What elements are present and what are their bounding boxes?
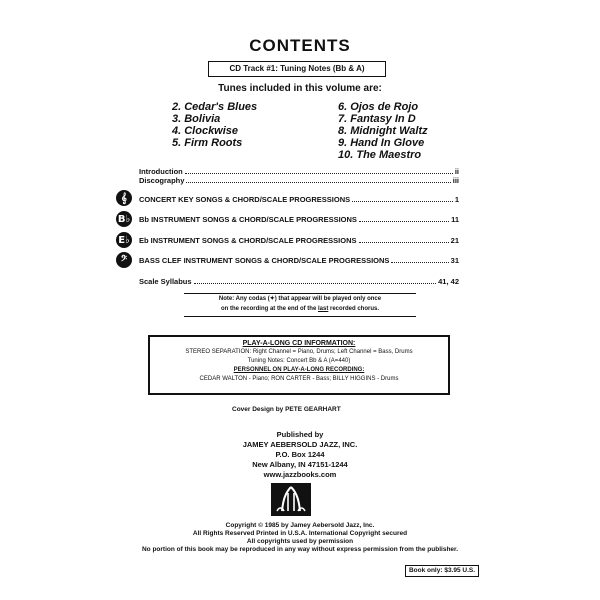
published-by: Published by <box>276 430 324 439</box>
cd-info-box <box>148 335 450 395</box>
tune-list-left <box>172 101 257 149</box>
rights-line: All Rights Reserved Printed in U.S.A. International Copyright secured <box>192 530 408 537</box>
price-box: Book only: $3.95 U.S. <box>405 565 479 577</box>
toc-page: 1 <box>454 195 459 204</box>
tune-item: 8. Midnight Waltz <box>338 125 428 137</box>
note-line-1: Note: Any codas (✦) that appear will be played only once <box>218 296 382 302</box>
cd-track-box: CD Track #1: Tuning Notes (Bb & A) <box>208 61 386 77</box>
toc-label: Discography <box>139 176 185 185</box>
toc-introduction <box>139 167 459 176</box>
tune-item: 10. The Maestro <box>338 149 422 161</box>
tune-item: 3. Bolivia <box>172 113 221 125</box>
toc-page: iii <box>452 176 459 185</box>
publisher-block <box>200 430 400 480</box>
bass-clef-icon: 𝄢 <box>116 252 132 268</box>
tune-item: 2. Cedar's Blues <box>172 101 258 113</box>
personnel-heading: PERSONNEL ON PLAY-A-LONG RECORDING: <box>233 367 365 373</box>
personnel: CEDAR WALTON - Piano; RON CARTER - Bass; BILLY HIGGINS - Drums <box>199 376 399 382</box>
tune-item: 5. Firm Roots <box>172 137 243 149</box>
tune-item: 7. Fantasy In D <box>338 113 416 125</box>
permissions-line: All copyrights used by permission <box>246 538 354 545</box>
coda-note <box>184 293 416 317</box>
tunes-heading: Tunes included in this volume are: <box>218 83 382 94</box>
stereo-separation: STEREO SEPARATION: Right Channel = Piano, Drums; Left Channel = Bass, Drums <box>185 349 413 355</box>
cover-design: Cover Design by PETE GEARHART <box>232 406 341 413</box>
treble-clef-icon: 𝄞 <box>116 190 132 206</box>
cd-info-heading: PLAY-A-LONG CD INFORMATION: <box>242 340 356 347</box>
copyright-line: Copyright © 1985 by Jamey Aebersold Jazz, Inc. <box>225 522 375 529</box>
note-line-2: on the recording at the end of the last recorded chorus. <box>220 306 380 312</box>
b-flat-icon: B♭ <box>116 211 132 227</box>
publisher-box: P.O. Box 1244 <box>275 450 325 459</box>
publisher-name: JAMEY AEBERSOLD JAZZ, INC. <box>242 440 358 449</box>
e-flat-icon: E♭ <box>116 232 132 248</box>
tuning-notes: Tuning Notes: Concert Bb & A (A=440) <box>247 358 351 364</box>
toc-discography <box>139 176 459 185</box>
toc-label: Scale Syllabus <box>139 277 192 286</box>
toc-concert <box>139 195 459 204</box>
toc-bass <box>139 256 459 265</box>
tune-item: 6. Ojos de Rojo <box>338 101 419 113</box>
tune-item: 9. Hand In Glove <box>338 137 425 149</box>
toc-page: ii <box>454 167 459 176</box>
publisher-web: www.jazzbooks.com <box>263 470 337 479</box>
reproduction-notice: No portion of this book may be reproduced in any way without express permission from the publisher. <box>141 546 459 553</box>
toc-label: Eb INSTRUMENT SONGS & CHORD/SCALE PROGRESSIONS <box>139 236 357 245</box>
publisher-logo-icon <box>271 483 311 516</box>
toc-label: Bb INSTRUMENT SONGS & CHORD/SCALE PROGRESSIONS <box>139 215 357 224</box>
toc-eb <box>139 236 459 245</box>
publisher-city: New Albany, IN 47151-1244 <box>252 460 348 469</box>
toc-page: 11 <box>451 215 459 224</box>
toc-page: 31 <box>450 256 459 265</box>
tune-item: 4. Clockwise <box>172 125 239 137</box>
toc-page: 21 <box>450 236 459 245</box>
toc-label: Introduction <box>139 167 183 176</box>
copyright-block <box>100 522 500 546</box>
toc-syllabus <box>139 277 459 286</box>
toc-bb <box>139 215 459 224</box>
toc-label: CONCERT KEY SONGS & CHORD/SCALE PROGRESSIONS <box>139 195 351 204</box>
page-title: CONTENTS <box>249 36 351 55</box>
tune-list-right <box>338 101 428 161</box>
toc-page: 41, 42 <box>438 277 459 286</box>
toc-label: BASS CLEF INSTRUMENT SONGS & CHORD/SCALE PROGRESSIONS <box>139 256 390 265</box>
